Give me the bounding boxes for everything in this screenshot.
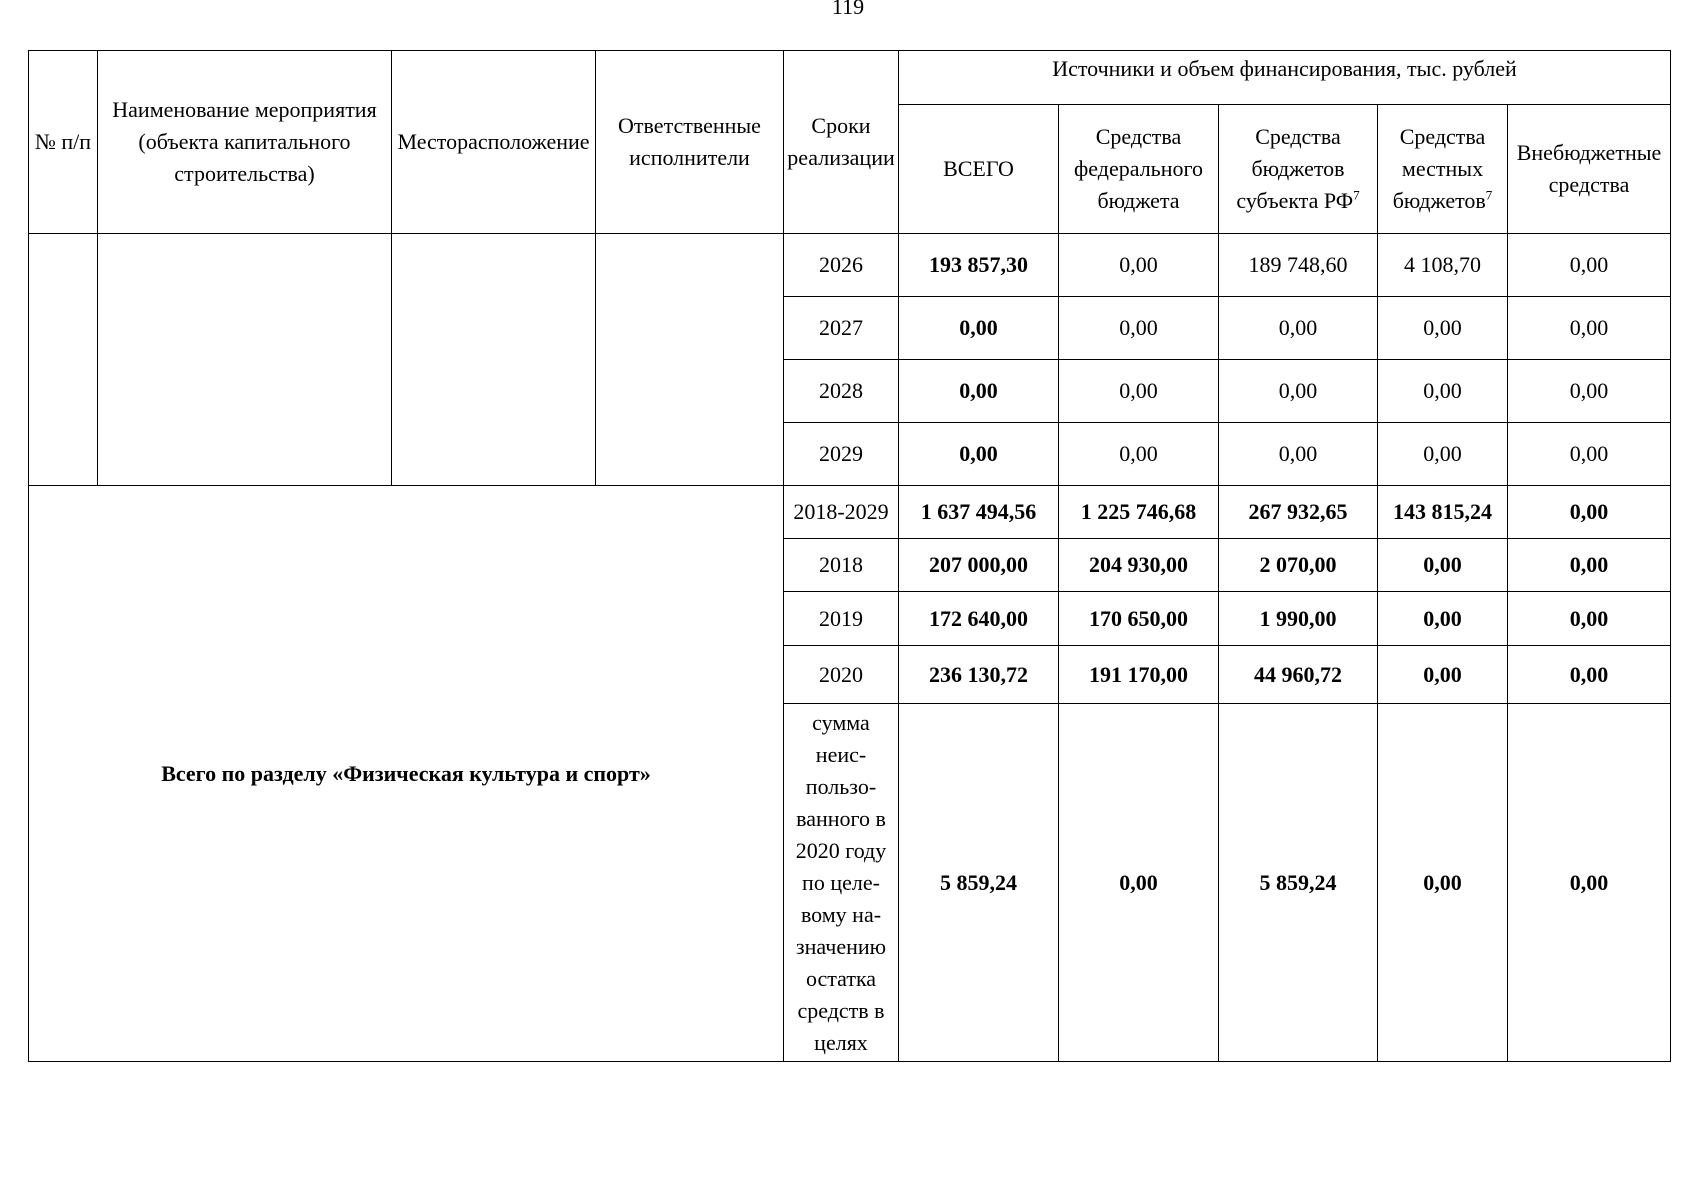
cell-federal: 170 650,00 [1059, 592, 1219, 646]
cell-subject: 0,00 [1219, 423, 1378, 486]
header-extra: Внебюджетные средства [1508, 105, 1671, 234]
cell-year: 2018 [784, 539, 899, 592]
year-line: пользо- [805, 773, 877, 799]
cell-total: 1 637 494,56 [899, 486, 1059, 539]
cell-local: 0,00 [1378, 646, 1508, 704]
year-line: вому на- [800, 901, 882, 927]
financing-table [28, 50, 1671, 1062]
cell-federal: 1 225 746,68 [1059, 486, 1219, 539]
cell-federal: 0,00 [1059, 360, 1219, 423]
year-line: неис- [815, 741, 867, 767]
cell-year: 2019 [784, 592, 899, 646]
cell-extra: 0,00 [1508, 539, 1671, 592]
cell-total: 172 640,00 [899, 592, 1059, 646]
header-federal: Средства федерального бюджета [1059, 105, 1219, 234]
header-sources: Источники и объем финансирования, тыс. рублей [899, 51, 1671, 105]
cell-year-unused [784, 704, 899, 1062]
cell-extra: 0,00 [1508, 486, 1671, 539]
header-subject: Средства бюджетов субъекта $РФ^7$ [1219, 105, 1378, 234]
header-terms: Сроки реализации [784, 51, 899, 234]
cell-federal: 204 930,00 [1059, 539, 1219, 592]
cell-local: 4 108,70 [1378, 234, 1508, 297]
cell-local: 0,00 [1378, 592, 1508, 646]
header-location: Месторасположение [392, 51, 596, 234]
cell-subject: 267 932,65 [1219, 486, 1378, 539]
cell-extra: 0,00 [1508, 646, 1671, 704]
cell-total: 193 857,30 [899, 234, 1059, 297]
cell-extra: 0,00 [1508, 592, 1671, 646]
cell-total: 0,00 [899, 360, 1059, 423]
header-row-1 [29, 51, 1671, 105]
table-row [29, 234, 1671, 297]
cell-extra: 0,00 [1508, 360, 1671, 423]
cell-year: 2020 [784, 646, 899, 704]
cell-federal: 0,00 [1059, 704, 1219, 1062]
cell-year: 2029 [784, 423, 899, 486]
cell-federal: 0,00 [1059, 234, 1219, 297]
cell-subject: 189 748,60 [1219, 234, 1378, 297]
section-total-label: Всего по разделу «Физическая культура и спорт» [29, 486, 784, 1062]
cell-year: 2018-2029 [784, 486, 899, 539]
year-line: средств в [797, 997, 885, 1023]
cell-subject: 0,00 [1219, 360, 1378, 423]
header-num: № п/п [29, 51, 98, 234]
cell-subject: 44 960,72 [1219, 646, 1378, 704]
cell-total: 5 859,24 [899, 704, 1059, 1062]
year-line: ванного в [796, 805, 886, 831]
cell-extra: 0,00 [1508, 297, 1671, 360]
year-line: целях [814, 1029, 868, 1055]
year-line: по целе- [802, 869, 880, 895]
year-line: 2020 году [795, 837, 887, 863]
cell-total: 207 000,00 [899, 539, 1059, 592]
cell-extra: 0,00 [1508, 234, 1671, 297]
cell-local: 0,00 [1378, 297, 1508, 360]
table-row [29, 486, 1671, 539]
cell-extra: 0,00 [1508, 704, 1671, 1062]
cell-extra: 0,00 [1508, 423, 1671, 486]
header-total: ВСЕГО [899, 105, 1059, 234]
cell-federal: 0,00 [1059, 423, 1219, 486]
cell-local: 0,00 [1378, 704, 1508, 1062]
cell-total: 0,00 [899, 423, 1059, 486]
year-line: сумма [812, 709, 870, 735]
cell-local: 143 815,24 [1378, 486, 1508, 539]
cell-local: 0,00 [1378, 423, 1508, 486]
cell-location-empty [392, 234, 596, 486]
cell-subject: 2 070,00 [1219, 539, 1378, 592]
cell-year: 2026 [784, 234, 899, 297]
header-responsible: Ответственные исполнители [596, 51, 784, 234]
cell-num-empty [29, 234, 98, 486]
cell-name-empty [98, 234, 392, 486]
cell-federal: 0,00 [1059, 297, 1219, 360]
cell-subject: 0,00 [1219, 297, 1378, 360]
cell-subject: 1 990,00 [1219, 592, 1378, 646]
cell-year: 2027 [784, 297, 899, 360]
cell-local: 0,00 [1378, 360, 1508, 423]
cell-total: 0,00 [899, 297, 1059, 360]
year-line: значению [795, 933, 887, 959]
cell-federal: 191 170,00 [1059, 646, 1219, 704]
year-line: остатка [805, 965, 877, 991]
cell-responsible-empty [596, 234, 784, 486]
cell-total: 236 130,72 [899, 646, 1059, 704]
cell-year: 2028 [784, 360, 899, 423]
header-name: Наименование мероприятия (объекта капитального строительства) [98, 51, 392, 234]
cell-subject: 5 859,24 [1219, 704, 1378, 1062]
page-number: 119 [831, 0, 865, 19]
header-local: Средства местных бюджетов$^7$ [1378, 105, 1508, 234]
cell-local: 0,00 [1378, 539, 1508, 592]
